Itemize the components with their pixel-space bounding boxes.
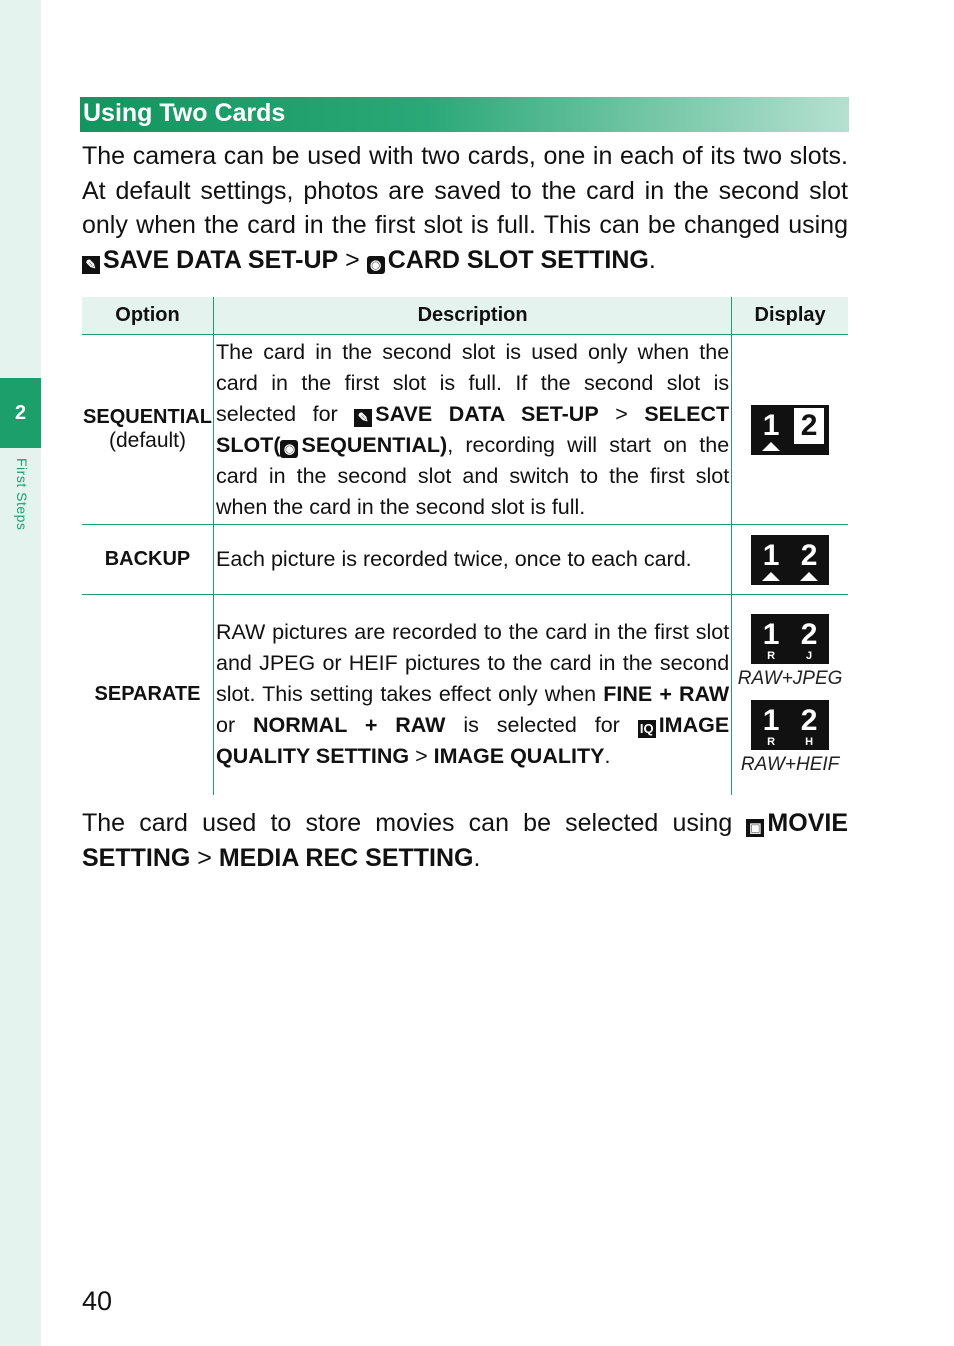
page-number: 40 — [82, 1286, 113, 1316]
slot-indicator-icon: 1 R 2 H — [751, 700, 829, 750]
table-row — [82, 525, 848, 595]
header-display: Display — [732, 297, 848, 335]
camera-icon: ◉ — [367, 256, 385, 274]
save-data-icon: ✎ — [82, 256, 100, 274]
outro-paragraph: The card used to store movies can be selected using ▣ MOVIE SETTING > MEDIA REC SETTING. — [82, 809, 848, 872]
intro-paragraph: The camera can be used with two cards, one in each of its two slots. At default settings, photos are saved to the card in the second slot only when the card in the first slot is full. This can be changed using ✎ SAVE DATA SET-UP > ◉ CARD SLOT SETTING. — [82, 142, 848, 274]
menu-media-rec: MEDIA REC SETTING — [218, 843, 474, 872]
chapter-number: 2 — [14, 401, 27, 424]
camera-icon: ◉ — [280, 440, 298, 458]
option-name: BACKUP — [104, 548, 191, 570]
table-row — [82, 595, 848, 795]
option-name: SEPARATE — [94, 683, 201, 706]
chapter-tab — [0, 378, 41, 448]
slot-indicator-icon: 1 2 — [751, 405, 829, 455]
slot-indicator-icon: 1 R 2 J — [751, 614, 829, 664]
option-description: RAW pictures are recorded to the card in the first slot and JPEG or HEIF pictures to the card in the second slot. This setting takes effect only when FINE + RAW or NORMAL + RAW is selected for IQ IMAGE QUALITY SETTING > IMAGE QUALITY. — [213, 595, 731, 795]
option-description: Each picture is recorded twice, once to each card. — [213, 525, 731, 595]
side-strip — [0, 0, 41, 1346]
option-name: SEQUENTIAL — [83, 406, 212, 428]
save-data-icon: ✎ — [354, 409, 372, 427]
slot-indicator-icon: 1 2 — [751, 535, 829, 585]
caption-raw-heif: RAW+HEIF — [740, 753, 840, 775]
header-option: Option — [82, 297, 213, 335]
menu-card-slot: CARD SLOT SETTING — [387, 245, 649, 274]
table-row — [82, 335, 848, 525]
movie-icon: ▣ — [746, 819, 764, 837]
table-header-row — [82, 297, 848, 335]
section-heading: Using Two Cards — [80, 97, 849, 132]
header-description: Description — [213, 297, 731, 335]
options-table — [82, 297, 848, 795]
active-slot-triangle — [762, 442, 780, 451]
image-quality-icon: IQ — [638, 720, 656, 738]
caption-raw-jpeg: RAW+JPEG — [737, 667, 843, 689]
option-default-note: (default) — [108, 429, 187, 452]
chapter-label: First Steps — [14, 458, 30, 531]
menu-movie-setting: MOVIE SETTING — [82, 809, 848, 872]
menu-save-data: SAVE DATA SET-UP — [103, 245, 339, 274]
option-description: The card in the second slot is used only when the card in the first slot is full. If the second slot is selected for ✎ SAVE DATA SET-UP > SELECT SLOT( ◉ SEQUENTIAL), recording will start on the card in the second slot and switch to the first slot when the card in the second slot is full. — [213, 335, 731, 525]
